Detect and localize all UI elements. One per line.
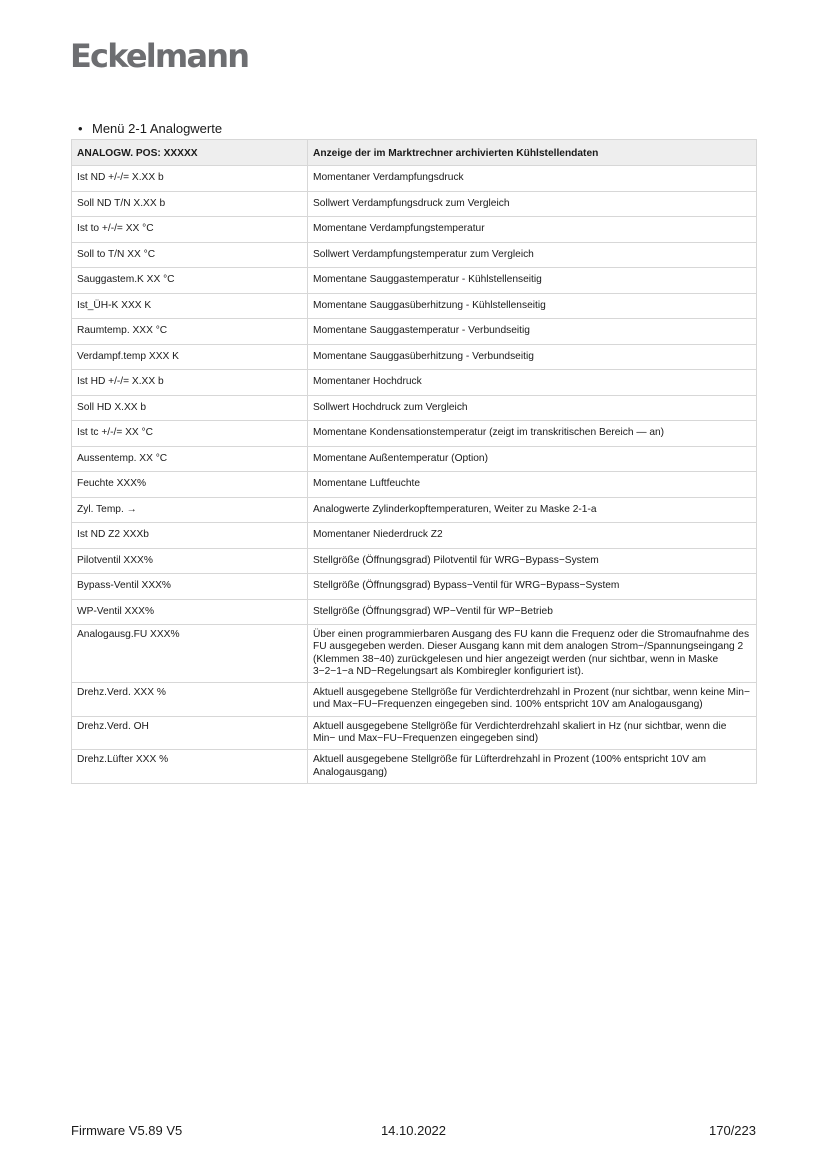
table-cell-description: Aktuell ausgegebene Stellgröße für Verdichterdrehzahl skaliert in Hz (nur sichtbar, wenn die Min− und Max−FU−Frequenzen eingegeben sind) xyxy=(308,716,757,750)
table-row xyxy=(72,242,757,268)
table-header-row xyxy=(72,140,757,166)
table-row xyxy=(72,716,757,750)
bullet-icon: • xyxy=(78,121,83,136)
table-row xyxy=(72,548,757,574)
table-cell-description: Über einen programmierbaren Ausgang des FU kann die Frequenz oder die Stromaufnahme des FU ausgegeben werden. Dieser Ausgang kann mit dem analogen Strom−/Spannungseingang 2 (Klemmen 38−40) zurückgelesen und hier angezeigt werden (nur sichtbar, wenn in Maske 3−2−1−a ND−Regelungsart als Kombiregler konfiguriert ist). xyxy=(308,625,757,683)
table-row xyxy=(72,217,757,243)
table-cell-display: Drehz.Verd. OH xyxy=(72,716,308,750)
column-header-description: Anzeige der im Marktrechner archivierten Kühlstellendaten xyxy=(308,140,757,166)
table-cell-description: Stellgröße (Öffnungsgrad) Pilotventil für WRG−Bypass−System xyxy=(308,548,757,574)
footer-date: 14.10.2022 xyxy=(380,1123,447,1138)
footer-firmware: Firmware V5.89 V5 xyxy=(71,1123,183,1138)
table-cell-description: Stellgröße (Öffnungsgrad) WP−Ventil für WP−Betrieb xyxy=(308,599,757,625)
table-row xyxy=(72,497,757,523)
footer-page-number: 170/223 xyxy=(709,1123,756,1138)
table-row xyxy=(72,344,757,370)
table-cell-description: Aktuell ausgegebene Stellgröße für Lüfterdrehzahl in Prozent (100% entspricht 10V am Analogausgang) xyxy=(308,750,757,784)
table-cell-description: Momentane Kondensationstemperatur (zeigt im transkritischen Bereich — an) xyxy=(308,421,757,447)
table-cell-display: Ist_ÜH-K XXX K xyxy=(72,293,308,319)
table-row xyxy=(72,625,757,683)
table-cell-description: Momentane Luftfeuchte xyxy=(308,472,757,498)
section-title-text: Menü 2-1 Analogwerte xyxy=(92,121,223,136)
table-cell-display: Analogausg.FU XXX% xyxy=(72,625,308,683)
table-cell-description: Aktuell ausgegebene Stellgröße für Verdichterdrehzahl in Prozent (nur sichtbar, wenn keine Min− und Max−FU−Frequenzen eingegeben sind. 100% entspricht 10V am Analogausgang) xyxy=(308,683,757,717)
table-cell-description: Momentaner Hochdruck xyxy=(308,370,757,396)
table-cell-display: Sauggastem.K XX °C xyxy=(72,268,308,294)
table-cell-display: Soll HD X.XX b xyxy=(72,395,308,421)
table-cell-display: Pilotventil XXX% xyxy=(72,548,308,574)
table-cell-display: Feuchte XXX% xyxy=(72,472,308,498)
table-cell-description: Sollwert Verdampfungstemperatur zum Vergleich xyxy=(308,242,757,268)
table-cell-display: Bypass-Ventil XXX% xyxy=(72,574,308,600)
section-title xyxy=(78,121,222,136)
table-cell-description: Momentane Außentemperatur (Option) xyxy=(308,446,757,472)
table-cell-description: Momentane Sauggastemperatur - Kühlstellenseitig xyxy=(308,268,757,294)
table-row xyxy=(72,523,757,549)
table-row xyxy=(72,319,757,345)
table-row xyxy=(72,421,757,447)
table-cell-display: Ist ND +/-/= X.XX b xyxy=(72,166,308,192)
table-cell-description: Momentane Sauggasüberhitzung - Kühlstellenseitig xyxy=(308,293,757,319)
table-cell-description: Analogwerte Zylinderkopftemperaturen, Weiter zu Maske 2-1-a xyxy=(308,497,757,523)
table-cell-description: Momentaner Verdampfungsdruck xyxy=(308,166,757,192)
table-body xyxy=(72,166,757,784)
table-cell-display: Ist to +/-/= XX °C xyxy=(72,217,308,243)
table-cell-display: Verdampf.temp XXX K xyxy=(72,344,308,370)
table-cell-description: Momentaner Niederdruck Z2 xyxy=(308,523,757,549)
table-row xyxy=(72,574,757,600)
table-cell-description: Stellgröße (Öffnungsgrad) Bypass−Ventil für WRG−Bypass−System xyxy=(308,574,757,600)
table-cell-display: Raumtemp. XXX °C xyxy=(72,319,308,345)
table-row xyxy=(72,599,757,625)
table-cell-description: Sollwert Verdampfungsdruck zum Vergleich xyxy=(308,191,757,217)
table-cell-display: Soll ND T/N X.XX b xyxy=(72,191,308,217)
table-row xyxy=(72,472,757,498)
table-cell-display: Ist ND Z2 XXXb xyxy=(72,523,308,549)
eckelmann-logo: Eckelmann xyxy=(70,37,249,75)
table-cell-display: WP-Ventil XXX% xyxy=(72,599,308,625)
table-cell-display: Zyl. Temp. → xyxy=(72,497,308,523)
table-row xyxy=(72,446,757,472)
table-row xyxy=(72,268,757,294)
table-row xyxy=(72,293,757,319)
table-cell-description: Sollwert Hochdruck zum Vergleich xyxy=(308,395,757,421)
table-cell-display: Drehz.Verd. XXX % xyxy=(72,683,308,717)
table-row xyxy=(72,166,757,192)
table-cell-display: Ist HD +/-/= X.XX b xyxy=(72,370,308,396)
table-cell-display: Soll to T/N XX °C xyxy=(72,242,308,268)
table-row xyxy=(72,370,757,396)
table-row xyxy=(72,683,757,717)
table-row xyxy=(72,395,757,421)
table-cell-display: Drehz.Lüfter XXX % xyxy=(72,750,308,784)
table-row xyxy=(72,750,757,784)
analog-values-table xyxy=(71,139,757,784)
column-header-display: ANALOGW. POS: XXXXX xyxy=(72,140,308,166)
table-row xyxy=(72,191,757,217)
table-cell-display: Ist tc +/-/= XX °C xyxy=(72,421,308,447)
table-cell-display: Aussentemp. XX °C xyxy=(72,446,308,472)
table-cell-description: Momentane Verdampfungstemperatur xyxy=(308,217,757,243)
table-cell-description: Momentane Sauggasüberhitzung - Verbundseitig xyxy=(308,344,757,370)
table-cell-description: Momentane Sauggastemperatur - Verbundseitig xyxy=(308,319,757,345)
